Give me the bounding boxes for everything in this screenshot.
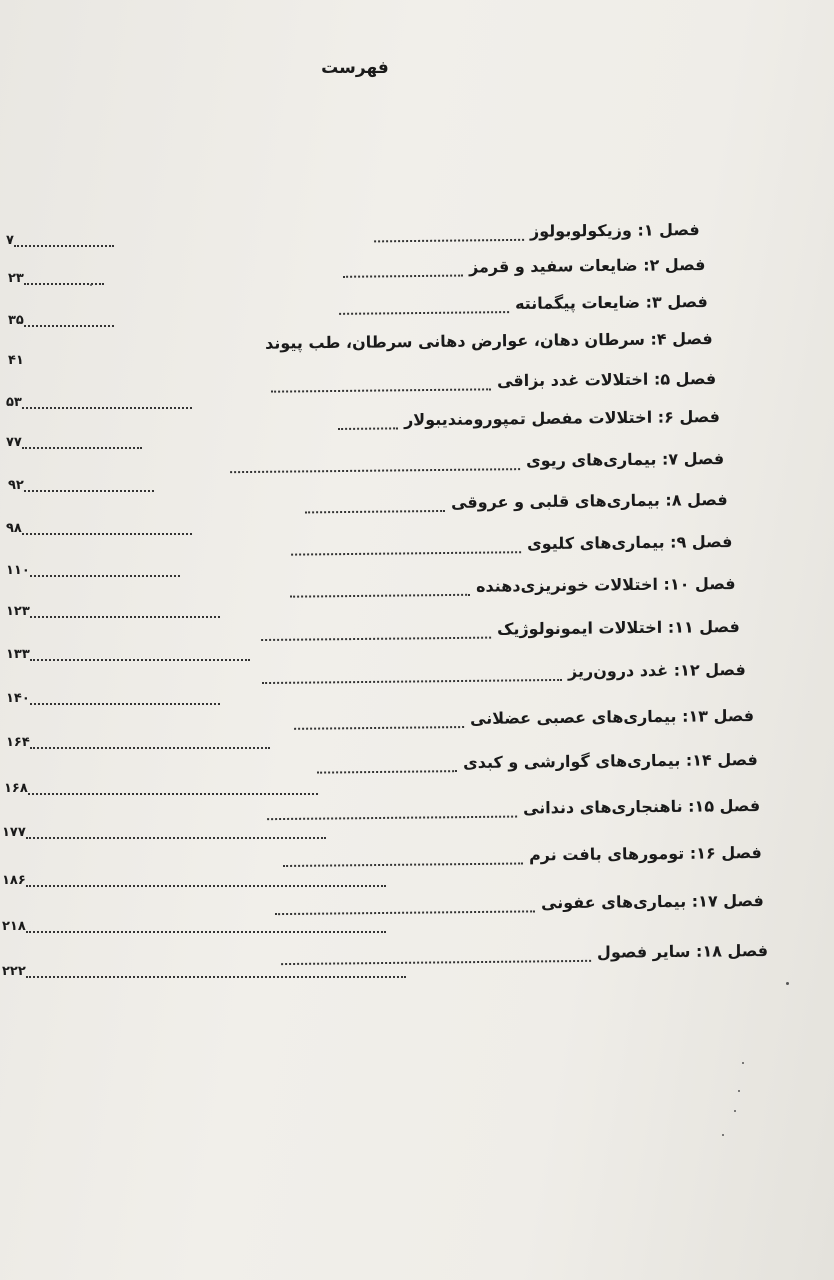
toc-entry-title: فصل ۱۲: غدد درون‌ریز	[568, 660, 747, 681]
toc-page-number: ۱۶۴	[6, 734, 270, 752]
toc-entry-title: فصل ۸: بیماری‌های قلبی و عروقی	[451, 490, 729, 512]
paper-speck	[734, 1110, 736, 1112]
toc-entry-11[interactable]	[261, 614, 740, 645]
toc-entry-16[interactable]	[283, 840, 762, 871]
dot-leader	[338, 413, 398, 430]
toc-page-number: ۴۱	[8, 353, 24, 368]
dot-leader	[267, 801, 517, 820]
toc-entry-title: فصل ۱۱: اختلالات ایمونولوژیک	[497, 617, 741, 639]
dot-leader	[343, 260, 463, 277]
toc-entry-13[interactable]	[294, 703, 754, 734]
page-title: فهرست	[321, 58, 389, 78]
dot-leader	[339, 297, 509, 315]
toc-entry-10[interactable]	[290, 571, 736, 602]
toc-entry-8[interactable]	[305, 487, 728, 517]
toc-entry-title: فصل ۹: بیماری‌های کلیوی	[526, 532, 733, 554]
toc-entry-title: فصل ۱۳: بیماری‌های عصبی عضلانی	[469, 706, 755, 728]
toc-entry-14[interactable]	[317, 747, 758, 778]
toc-entry-title: فصل ۱۶: تومورهای بافت نرم	[529, 843, 763, 865]
toc-page-number: ۹۸	[6, 520, 192, 538]
toc-entry-1[interactable]	[374, 217, 700, 246]
toc-entry-title: فصل ۴: سرطان دهان، عوارض دهانی سرطان، طب پیوند	[265, 329, 714, 353]
toc-page-number: ۱۷۷	[2, 824, 326, 842]
paper-speck	[738, 1090, 740, 1092]
dot-leader	[275, 896, 535, 915]
toc-entry-title: فصل ۱۴: بیماری‌های گوارشی و کبدی	[463, 750, 759, 773]
dot-leader	[305, 495, 445, 512]
toc-entry-title: فصل ۷: بیماری‌های ریوی	[525, 449, 725, 471]
toc-entry-9[interactable]	[291, 529, 733, 560]
toc-page-number: ۱۴۰	[6, 690, 220, 708]
dot-leader	[281, 945, 591, 964]
dot-leader	[271, 374, 491, 392]
toc-entry-title: فصل ۲: ضایعات سفید و قرمز	[468, 255, 706, 277]
dot-leader	[294, 712, 464, 730]
toc-page-number: ۲۳	[8, 270, 104, 288]
toc-page-number: ۷	[6, 232, 114, 250]
toc-entry-title: فصل ۱۷: بیماری‌های عفونی	[541, 891, 765, 913]
toc-page-number: ۵۳	[6, 394, 192, 412]
dot-leader	[230, 454, 520, 473]
paper-speck	[722, 1134, 724, 1136]
toc-entry-7[interactable]	[230, 446, 724, 477]
toc-entry-4[interactable]	[259, 326, 713, 357]
toc-entry-title: فصل ۵: اختلالات غدد بزاقی	[496, 369, 717, 391]
toc-entry-17[interactable]	[275, 888, 764, 919]
dot-leader	[374, 224, 524, 242]
toc-entry-3[interactable]	[339, 289, 708, 319]
toc-page-number: ۲۱۸	[2, 918, 386, 936]
toc-entry-title: فصل ۱: وزیکولوبولوز	[530, 220, 701, 241]
paper-speck	[742, 1062, 744, 1064]
paper-speck	[786, 982, 789, 985]
toc-page-number: ۷۷	[6, 434, 142, 452]
toc-page-number: ۱۳۳	[6, 646, 250, 664]
dot-leader	[261, 622, 491, 640]
toc-entry-title: فصل ۱۸: سایر فصول	[596, 941, 769, 962]
dot-leader	[283, 848, 523, 867]
dot-leader	[291, 537, 521, 555]
dot-leader	[262, 664, 562, 683]
toc-page-number: ۳۵	[8, 312, 114, 330]
dot-leader	[317, 756, 457, 773]
toc-page-number: ۹۲	[8, 477, 154, 495]
toc-entry-title: فصل ۶: اختلالات مفصل تمپورومندیبولار	[403, 407, 721, 430]
toc-entry-12[interactable]	[262, 657, 746, 688]
toc-page-number: ۱۸۶	[2, 872, 386, 890]
paper-speck	[90, 284, 92, 286]
dot-leader	[290, 579, 470, 597]
toc-page-number: ۲۲۲	[2, 963, 406, 981]
toc-entry-title: فصل ۳: ضایعات پیگمانته	[515, 292, 709, 314]
toc-page-number: ۱۲۳	[6, 603, 220, 621]
toc-entry-15[interactable]	[267, 793, 760, 824]
toc-entry-title: فصل ۱۵: ناهنجاری‌های دندانی	[522, 796, 761, 818]
toc-page-number: ۱۱۰	[6, 562, 180, 580]
toc-page-number: ۱۶۸	[4, 780, 318, 798]
toc-entry-6[interactable]	[338, 404, 720, 434]
toc-entry-2[interactable]	[342, 252, 705, 282]
toc-entry-title: فصل ۱۰: اختلالات خونریزی‌دهنده	[476, 574, 737, 596]
toc-entry-5[interactable]	[271, 366, 716, 397]
